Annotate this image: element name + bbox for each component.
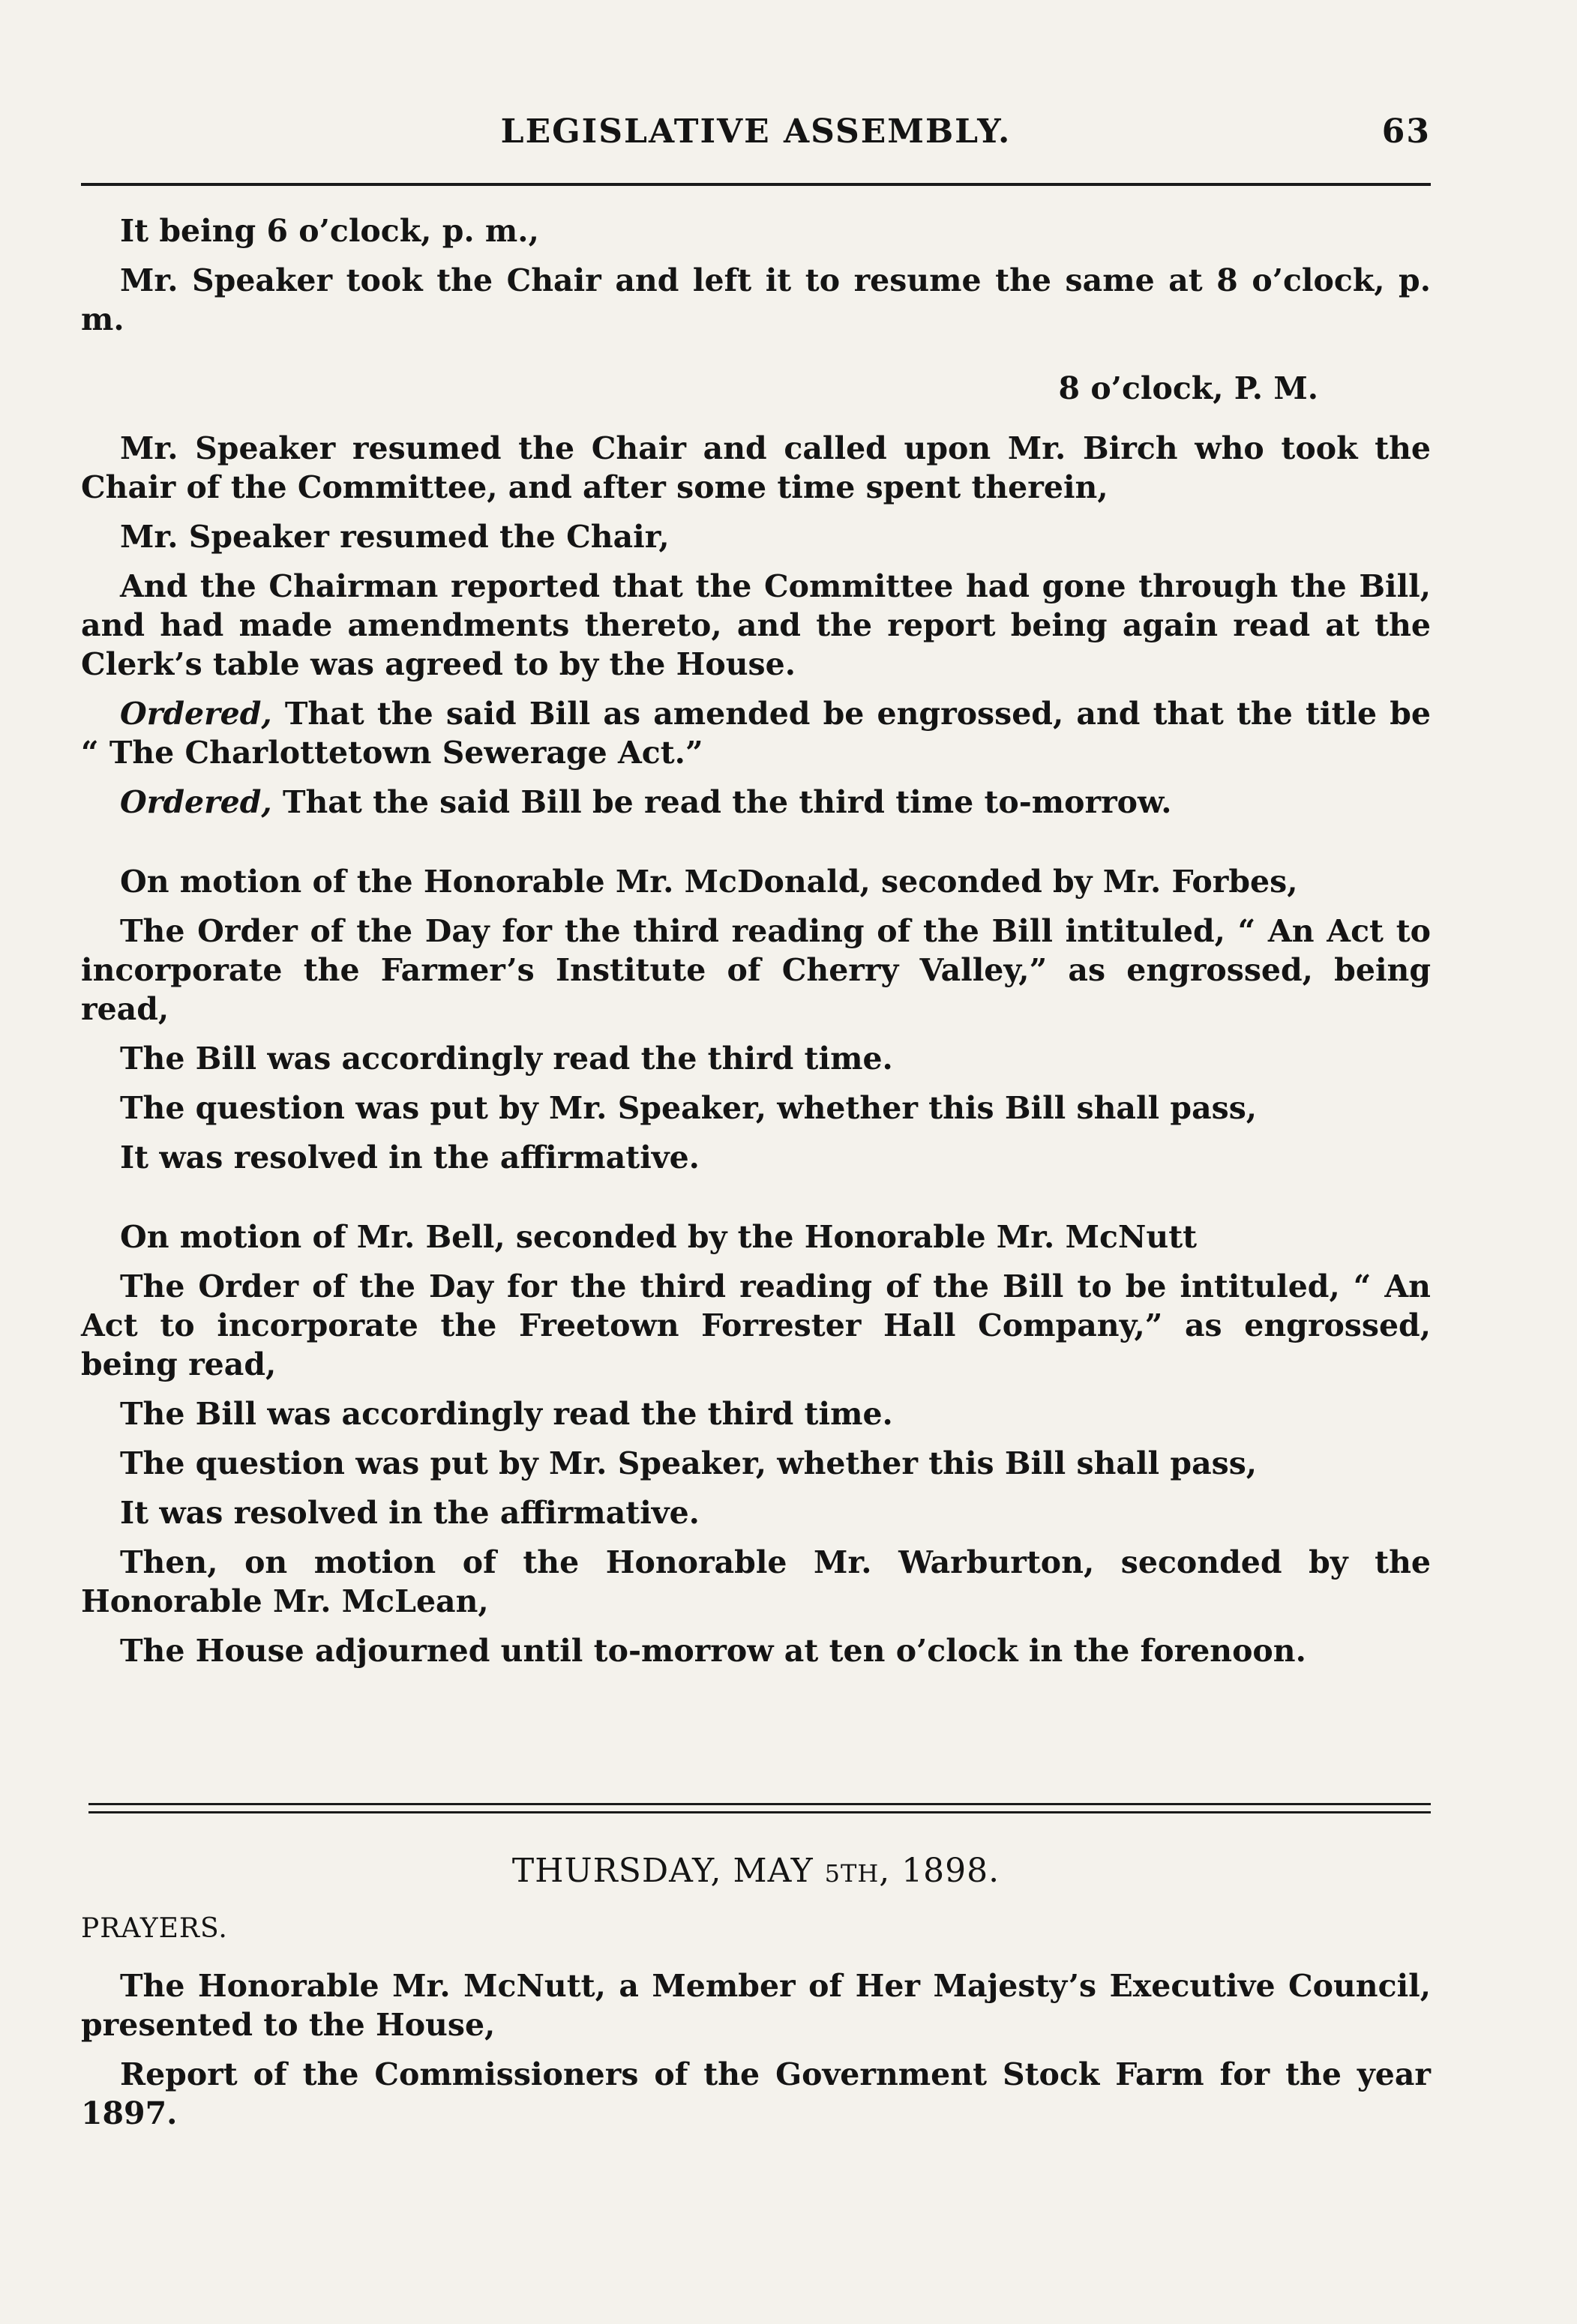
session-date xyxy=(81,1852,1431,1893)
paragraph: It was resolved in the affirmative. xyxy=(120,1495,700,1531)
ordered-label: Ordered, xyxy=(120,696,272,732)
paragraph: The Honorable Mr. McNutt, a Member of Her Majesty’s Executive Council, presented to the House, xyxy=(81,1968,1431,2043)
date-prefix: THURSDAY, MAY xyxy=(511,1852,825,1890)
running-header xyxy=(81,112,1431,165)
paragraph: The Bill was accordingly read the third time. xyxy=(120,1396,893,1432)
paragraph: The House adjourned until to-morrow at ten o’clock in the forenoon. xyxy=(120,1633,1306,1669)
paragraph: The Order of the Day for the third reading of the Bill intituled, “ An Act to incorporate the Farmer’s Institute of Cherry Valley,” as engrossed, being read, xyxy=(81,913,1431,1027)
date-day: 5TH xyxy=(824,1859,880,1888)
proceedings-may-4 xyxy=(81,211,1431,1681)
paragraph: Mr. Speaker took the Chair and left it to resume the same at 8 o’clock, p. m. xyxy=(81,262,1431,337)
ordered-text: That the said Bill as amended be engrossed, and that the title be “ The Charlottetown Sewerage Act.” xyxy=(81,696,1431,771)
header-rule xyxy=(81,183,1431,186)
paragraph: Then, on motion of the Honorable Mr. Warburton, seconded by the Honorable Mr. McLean, xyxy=(81,1544,1431,1619)
paragraph: On motion of Mr. Bell, seconded by the Honorable Mr. McNutt xyxy=(120,1219,1198,1255)
paragraph: The question was put by Mr. Speaker, whether this Bill shall pass, xyxy=(120,1090,1258,1126)
ordered-label: Ordered, xyxy=(120,784,272,820)
date-year: , 1898. xyxy=(879,1852,1000,1890)
ordered-paragraph xyxy=(81,783,1431,822)
section-divider xyxy=(88,1803,1431,1813)
ordered-text: That the said Bill be read the third time to-morrow. xyxy=(271,784,1172,820)
paragraph: Mr. Speaker resumed the Chair, xyxy=(120,519,670,555)
ordered-paragraph xyxy=(81,694,1431,772)
proceedings-may-5 xyxy=(81,1852,1431,2143)
paragraph: And the Chairman reported that the Committee had gone through the Bill, and had made amendments thereto, and the report being again read at the Clerk’s table was agreed to by the House. xyxy=(81,568,1431,682)
page-number: 63 xyxy=(1381,112,1431,151)
paragraph: The Order of the Day for the third reading of the Bill to be intituled, “ An Act to incorporate the Freetown Forrester Hall Company,” as engrossed, being read, xyxy=(81,1268,1431,1382)
paragraph: Report of the Commissioners of the Government Stock Farm for the year 1897. xyxy=(81,2056,1431,2131)
paragraph: It being 6 o’clock, p. m., xyxy=(120,213,539,249)
paragraph: It was resolved in the affirmative. xyxy=(120,1140,700,1175)
paragraph: On motion of the Honorable Mr. McDonald, seconded by Mr. Forbes, xyxy=(120,864,1298,900)
time-marker: 8 o’clock, P. M. xyxy=(1058,370,1318,406)
paragraph: Mr. Speaker resumed the Chair and called upon Mr. Birch who took the Chair of the Committee, and after some time spent therein, xyxy=(81,430,1431,505)
paragraph: The question was put by Mr. Speaker, whether this Bill shall pass, xyxy=(120,1445,1258,1481)
prayers-heading: PRAYERS. xyxy=(81,1913,228,1944)
header-title: LEGISLATIVE ASSEMBLY. xyxy=(500,112,1012,151)
paragraph: The Bill was accordingly read the third time. xyxy=(120,1041,893,1077)
